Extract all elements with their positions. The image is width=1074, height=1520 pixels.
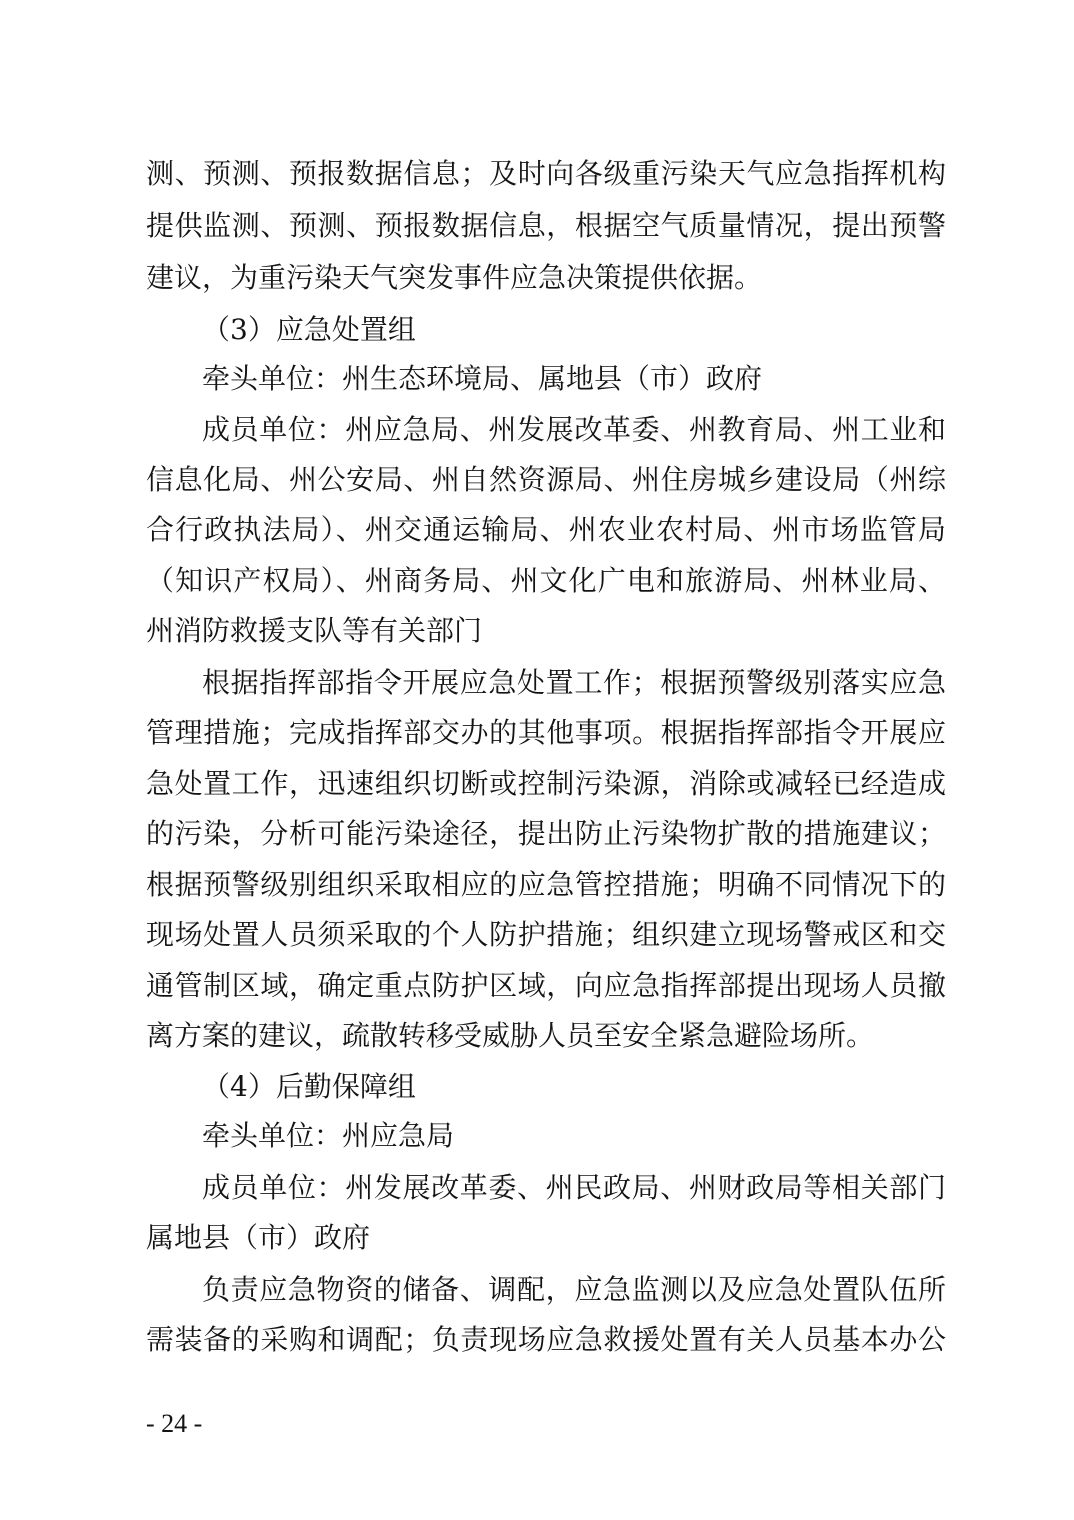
- text-line: 提供监测、预测、预报数据信息，根据空气质量情况，提出预警: [146, 209, 946, 242]
- text-line: 的污染，分析可能污染途径，提出防止污染物扩散的措施建议；: [146, 817, 946, 850]
- text-line: 属地县（市）政府: [146, 1221, 371, 1254]
- text-line: 信息化局、州公安局、州自然资源局、州住房城乡建设局（州综: [146, 463, 946, 496]
- text-line: 离方案的建议，疏散转移受威胁人员至安全紧急避险场所。: [146, 1019, 875, 1052]
- text-line: 需装备的采购和调配；负责现场应急救援处置有关人员基本办公: [146, 1323, 946, 1356]
- text-line: 测、预测、预报数据信息；及时向各级重污染天气应急指挥机构: [146, 157, 946, 190]
- text-line: 急处置工作，迅速组织切断或控制污染源，消除或减轻已经造成: [146, 767, 946, 800]
- text-line: 根据预警级别组织采取相应的应急管控措施；明确不同情况下的: [146, 868, 946, 901]
- paragraph-first-line: 根据指挥部指令开展应急处置工作；根据预警级别落实应急: [202, 666, 946, 699]
- text-line: 通管制区域，确定重点防护区域，向应急指挥部提出现场人员撤: [146, 969, 946, 1002]
- section-heading: （3）应急处置组: [202, 313, 416, 346]
- page-number: - 24 -: [146, 1409, 203, 1438]
- text-line: 州消防救援支队等有关部门: [146, 614, 483, 647]
- text-line: （知识产权局）、州商务局、州文化广电和旅游局、州林业局、: [146, 564, 946, 597]
- section-heading: （4）后勤保障组: [202, 1070, 416, 1103]
- paragraph-first-line: 负责应急物资的储备、调配，应急监测以及应急处置队伍所: [202, 1273, 946, 1306]
- text-line: 合行政执法局）、州交通运输局、州农业农村局、州市场监管局: [146, 513, 946, 546]
- lead-units-line: 牵头单位：州生态环境局、属地县（市）政府: [202, 362, 763, 395]
- member-units-line: 成员单位：州发展改革委、州民政局、州财政局等相关部门: [202, 1171, 946, 1204]
- member-units-line: 成员单位：州应急局、州发展改革委、州教育局、州工业和: [202, 413, 946, 446]
- text-line: 现场处置人员须采取的个人防护措施；组织建立现场警戒区和交: [146, 918, 946, 951]
- text-line: 管理措施；完成指挥部交办的其他事项。根据指挥部指令开展应: [146, 716, 946, 749]
- text-line: 建议，为重污染天气突发事件应急决策提供依据。: [146, 261, 763, 294]
- lead-units-line: 牵头单位：州应急局: [202, 1119, 455, 1152]
